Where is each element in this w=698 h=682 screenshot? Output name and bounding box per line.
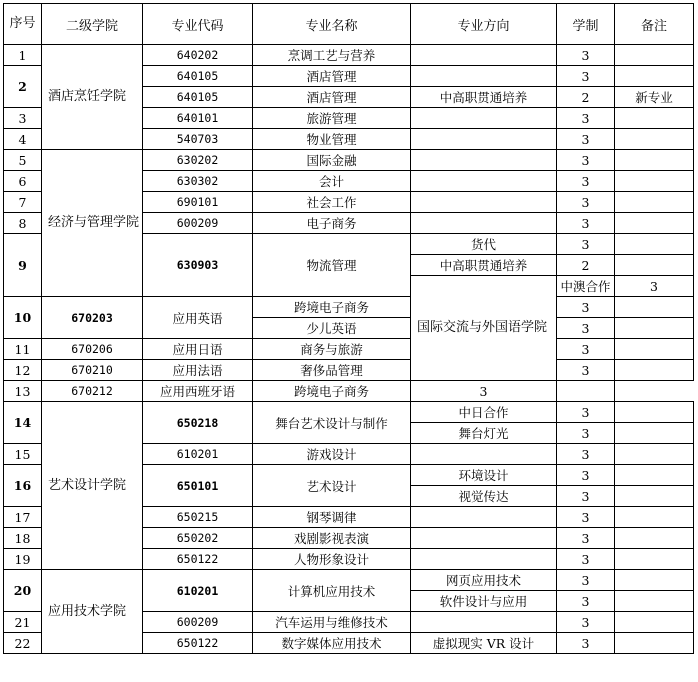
- years-cell: 3: [557, 360, 615, 381]
- code-cell: 630903: [143, 234, 253, 297]
- years-cell: 3: [557, 108, 615, 129]
- direction-cell: 中高职贯通培养: [411, 255, 557, 276]
- table-row: [4, 45, 694, 66]
- code-cell: 650202: [143, 528, 253, 549]
- remark-cell: [615, 402, 694, 423]
- years-cell: 3: [557, 570, 615, 591]
- remark-cell: [615, 45, 694, 66]
- direction-cell: 跨境电子商务: [253, 381, 411, 402]
- remark-cell: [557, 381, 615, 402]
- seq-cell: 9: [4, 234, 42, 297]
- direction-cell: 环境设计: [411, 465, 557, 486]
- code-cell: 670212: [42, 381, 143, 402]
- header-direction: 专业方向: [411, 4, 557, 45]
- name-cell: 汽车运用与维修技术: [253, 612, 411, 633]
- name-cell: 游戏设计: [253, 444, 411, 465]
- code-cell: 600209: [143, 213, 253, 234]
- header-remark: 备注: [615, 4, 694, 45]
- direction-cell: 视觉传达: [411, 486, 557, 507]
- direction-cell: [411, 171, 557, 192]
- years-cell: 3: [557, 171, 615, 192]
- years-cell: 3: [557, 45, 615, 66]
- remark-cell: [615, 234, 694, 255]
- direction-cell: 中高职贯通培养: [411, 87, 557, 108]
- seq-cell: 21: [4, 612, 42, 633]
- remark-cell: [615, 150, 694, 171]
- name-cell: 酒店管理: [253, 66, 411, 87]
- direction-cell: 少儿英语: [253, 318, 411, 339]
- seq-cell: 2: [4, 66, 42, 108]
- seq-cell: 13: [4, 381, 42, 402]
- seq-cell: 3: [4, 108, 42, 129]
- name-cell: 旅游管理: [253, 108, 411, 129]
- years-cell: 3: [557, 549, 615, 570]
- header-code: 专业代码: [143, 4, 253, 45]
- years-cell: 3: [557, 339, 615, 360]
- years-cell: 3: [557, 486, 615, 507]
- remark-cell: [615, 528, 694, 549]
- direction-cell: [411, 213, 557, 234]
- code-cell: 600209: [143, 612, 253, 633]
- years-cell: 3: [557, 192, 615, 213]
- college-cell: 酒店烹饪学院: [42, 45, 143, 150]
- years-cell: 3: [615, 276, 694, 297]
- name-cell: 会计: [253, 171, 411, 192]
- direction-cell: 奢侈品管理: [253, 360, 411, 381]
- college-cell: 经济与管理学院: [42, 150, 143, 297]
- years-cell: 3: [557, 444, 615, 465]
- name-cell: 物流管理: [253, 234, 411, 297]
- remark-cell: [615, 360, 694, 381]
- header-row: [4, 4, 694, 45]
- code-cell: 610201: [143, 444, 253, 465]
- remark-cell: [615, 339, 694, 360]
- direction-cell: [411, 150, 557, 171]
- direction-cell: 舞台灯光: [411, 423, 557, 444]
- seq-cell: 22: [4, 633, 42, 654]
- header-years: 学制: [557, 4, 615, 45]
- code-cell: 640105: [143, 87, 253, 108]
- header-name: 专业名称: [253, 4, 411, 45]
- name-cell: 计算机应用技术: [253, 570, 411, 612]
- direction-cell: [411, 192, 557, 213]
- remark-cell: [615, 507, 694, 528]
- direction-cell: 商务与旅游: [253, 339, 411, 360]
- direction-cell: [411, 528, 557, 549]
- majors-table: [3, 3, 694, 654]
- direction-cell: 软件设计与应用: [411, 591, 557, 612]
- remark-cell: [615, 570, 694, 591]
- seq-cell: 18: [4, 528, 42, 549]
- code-cell: 630302: [143, 171, 253, 192]
- code-cell: 690101: [143, 192, 253, 213]
- name-cell: 电子商务: [253, 213, 411, 234]
- remark-cell: 新专业: [615, 87, 694, 108]
- years-cell: 3: [557, 297, 615, 318]
- code-cell: 650215: [143, 507, 253, 528]
- direction-cell: 中澳合作: [557, 276, 615, 297]
- direction-cell: [411, 129, 557, 150]
- name-cell: 戏剧影视表演: [253, 528, 411, 549]
- direction-cell: 中日合作: [411, 402, 557, 423]
- code-cell: 650122: [143, 633, 253, 654]
- direction-cell: [411, 45, 557, 66]
- name-cell: 应用英语: [143, 297, 253, 339]
- years-cell: 3: [557, 129, 615, 150]
- remark-cell: [615, 129, 694, 150]
- years-cell: 3: [557, 612, 615, 633]
- direction-cell: 虚拟现实 VR 设计: [411, 633, 557, 654]
- remark-cell: [615, 486, 694, 507]
- remark-cell: [615, 192, 694, 213]
- remark-cell: [615, 213, 694, 234]
- name-cell: 酒店管理: [253, 87, 411, 108]
- seq-cell: 5: [4, 150, 42, 171]
- seq-cell: 20: [4, 570, 42, 612]
- years-cell: 2: [557, 255, 615, 276]
- remark-cell: [615, 108, 694, 129]
- name-cell: 应用日语: [143, 339, 253, 360]
- direction-cell: [411, 444, 557, 465]
- years-cell: 3: [557, 465, 615, 486]
- seq-cell: 16: [4, 465, 42, 507]
- years-cell: 3: [557, 591, 615, 612]
- name-cell: 舞台艺术设计与制作: [253, 402, 411, 444]
- remark-cell: [615, 465, 694, 486]
- code-cell: 540703: [143, 129, 253, 150]
- years-cell: 3: [557, 234, 615, 255]
- table-row: [4, 402, 694, 423]
- years-cell: 2: [557, 87, 615, 108]
- years-cell: 3: [557, 318, 615, 339]
- remark-cell: [615, 66, 694, 87]
- seq-cell: 14: [4, 402, 42, 444]
- seq-cell: 11: [4, 339, 42, 360]
- years-cell: 3: [557, 66, 615, 87]
- direction-cell: 网页应用技术: [411, 570, 557, 591]
- seq-cell: 12: [4, 360, 42, 381]
- years-cell: 3: [557, 423, 615, 444]
- college-cell: 艺术设计学院: [42, 402, 143, 570]
- seq-cell: 7: [4, 192, 42, 213]
- remark-cell: [615, 633, 694, 654]
- name-cell: 社会工作: [253, 192, 411, 213]
- seq-cell: 8: [4, 213, 42, 234]
- table-row: [4, 570, 694, 591]
- direction-cell: 跨境电子商务: [253, 297, 411, 318]
- years-cell: 3: [557, 528, 615, 549]
- code-cell: 610201: [143, 570, 253, 612]
- direction-cell: [411, 66, 557, 87]
- remark-cell: [615, 549, 694, 570]
- seq-cell: 1: [4, 45, 42, 66]
- seq-cell: 19: [4, 549, 42, 570]
- name-cell: 国际金融: [253, 150, 411, 171]
- seq-cell: 15: [4, 444, 42, 465]
- code-cell: 670203: [42, 297, 143, 339]
- years-cell: 3: [411, 381, 557, 402]
- code-cell: 640105: [143, 66, 253, 87]
- table-row: [4, 360, 694, 381]
- name-cell: 应用法语: [143, 360, 253, 381]
- remark-cell: [615, 318, 694, 339]
- remark-cell: [615, 171, 694, 192]
- direction-cell: [411, 507, 557, 528]
- remark-cell: [615, 297, 694, 318]
- remark-cell: [615, 255, 694, 276]
- college-cell: 应用技术学院: [42, 570, 143, 654]
- direction-cell: [411, 108, 557, 129]
- years-cell: 3: [557, 213, 615, 234]
- direction-cell: [411, 549, 557, 570]
- seq-cell: 10: [4, 297, 42, 339]
- seq-cell: 4: [4, 129, 42, 150]
- remark-cell: [615, 444, 694, 465]
- years-cell: 3: [557, 633, 615, 654]
- remark-cell: [615, 423, 694, 444]
- code-cell: 640101: [143, 108, 253, 129]
- name-cell: 钢琴调律: [253, 507, 411, 528]
- code-cell: 670206: [42, 339, 143, 360]
- college-cell: 国际交流与外国语学院: [411, 276, 557, 381]
- name-cell: 数字媒体应用技术: [253, 633, 411, 654]
- header-college: 二级学院: [42, 4, 143, 45]
- table-row: [4, 381, 694, 402]
- seq-cell: 17: [4, 507, 42, 528]
- name-cell: 物业管理: [253, 129, 411, 150]
- seq-cell: 6: [4, 171, 42, 192]
- header-seq: 序号: [4, 4, 42, 45]
- name-cell: 人物形象设计: [253, 549, 411, 570]
- code-cell: 640202: [143, 45, 253, 66]
- remark-cell: [615, 591, 694, 612]
- table-row: [4, 297, 694, 318]
- code-cell: 650122: [143, 549, 253, 570]
- direction-cell: 货代: [411, 234, 557, 255]
- name-cell: 艺术设计: [253, 465, 411, 507]
- table-row: [4, 150, 694, 171]
- years-cell: 3: [557, 402, 615, 423]
- name-cell: 烹调工艺与营养: [253, 45, 411, 66]
- table-row: [4, 339, 694, 360]
- remark-cell: [615, 612, 694, 633]
- direction-cell: [411, 612, 557, 633]
- years-cell: 3: [557, 507, 615, 528]
- code-cell: 630202: [143, 150, 253, 171]
- code-cell: 650218: [143, 402, 253, 444]
- code-cell: 670210: [42, 360, 143, 381]
- code-cell: 650101: [143, 465, 253, 507]
- name-cell: 应用西班牙语: [143, 381, 253, 402]
- years-cell: 3: [557, 150, 615, 171]
